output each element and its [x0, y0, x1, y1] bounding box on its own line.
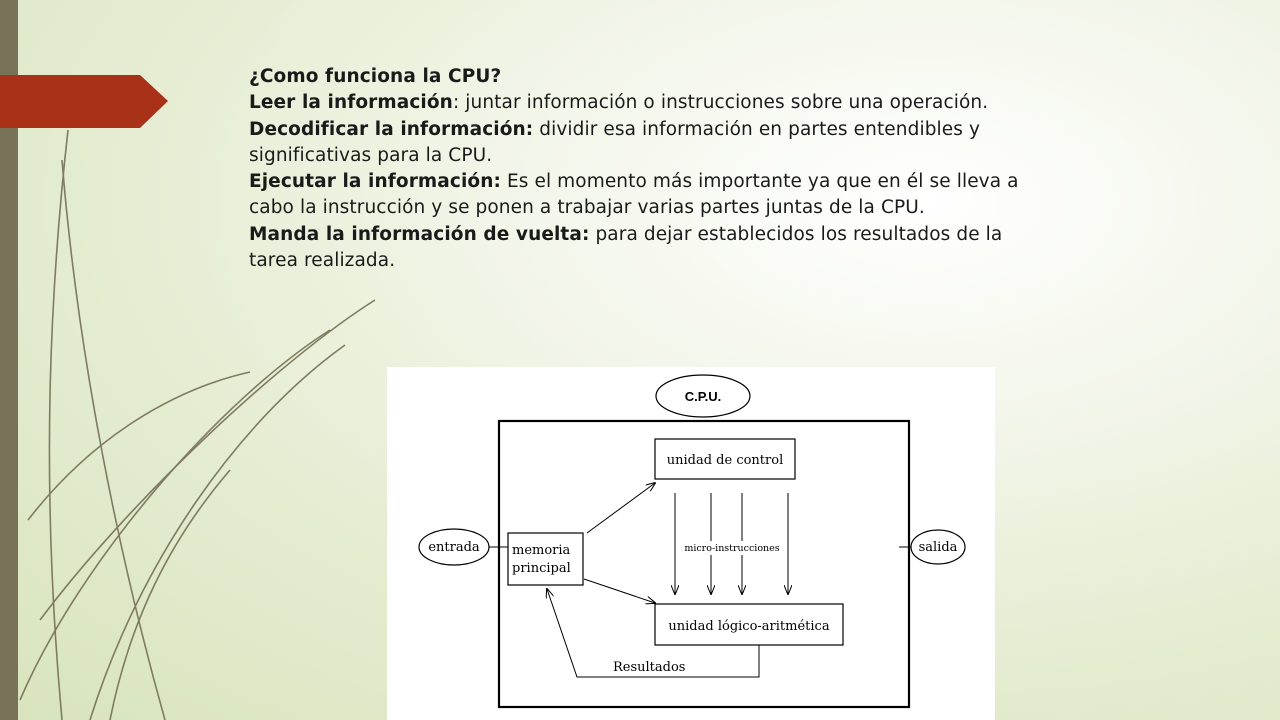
item-read-sep: : [452, 92, 466, 114]
control-unit-label: unidad de control [666, 453, 784, 468]
cpu-diagram [387, 367, 995, 720]
item-read-term: Leer la información [249, 92, 453, 114]
item-decode [249, 117, 1039, 170]
item-read [249, 90, 1039, 116]
item-decode-desc: dividir esa información en partes entendibles y significativas para la CPU. [249, 118, 981, 166]
memoria-box [508, 533, 583, 585]
item-send-back-desc: para dejar establecidos los resultados de la tarea realizada. [249, 223, 1003, 272]
item-read-desc: juntar información o instrucciones sobre una operación. [465, 92, 989, 114]
item-decode-term: Decodificar la información: [249, 118, 534, 140]
arrow-memoria-to-alu [584, 579, 655, 603]
title-arrow-shape [0, 75, 168, 128]
content-text [249, 64, 1039, 274]
item-execute-term: Ejecutar la información: [249, 171, 501, 193]
micro-label: micro-instrucciones [684, 543, 780, 554]
cpu-diagram-svg [387, 367, 995, 720]
salida-label: salida [918, 540, 958, 555]
entrada-label: entrada [428, 540, 480, 555]
item-send-back [249, 222, 1039, 275]
memoria-label-line2: principal [512, 561, 571, 576]
heading-text: ¿Como funciona la CPU? [249, 66, 502, 87]
alu-label: unidad lógico-aritmética [668, 619, 830, 634]
arrow-memoria-to-control [587, 483, 655, 533]
resultados-label: Resultados [613, 660, 686, 675]
memoria-label-line1: memoria [512, 543, 571, 558]
item-send-back-term: Manda la información de vuelta: [249, 223, 590, 245]
item-execute-desc: Es el momento más importante ya que en él se lleva a cabo la instrucción y se ponen a trabajar varias partes juntas de la CPU. [249, 171, 1019, 219]
cpu-label: C.P.U. [684, 389, 722, 404]
heading [249, 64, 1039, 90]
item-execute [249, 169, 1039, 222]
